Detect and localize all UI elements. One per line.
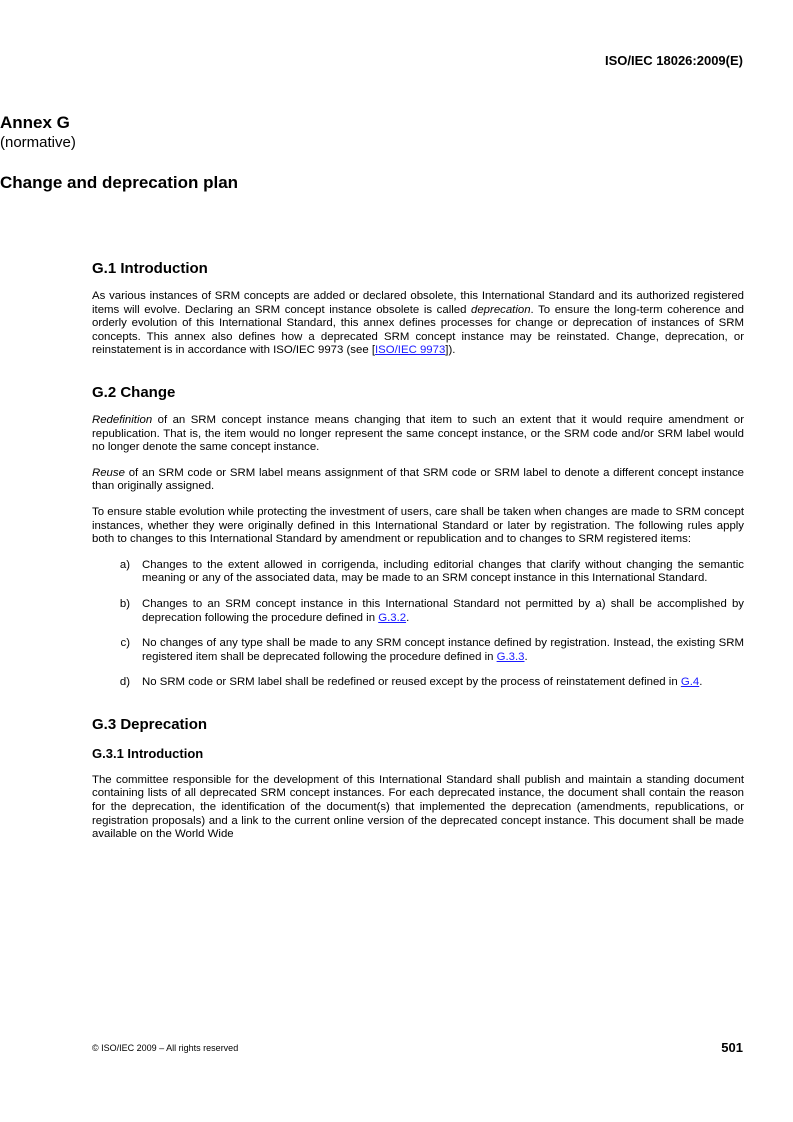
g2-paragraph-redefinition: [92, 414, 744, 455]
list-text-end: .: [406, 611, 410, 624]
section-heading-g2: G.2 Change: [92, 383, 176, 401]
list-marker: c): [120, 637, 130, 650]
reuse-term: Reuse: [92, 466, 125, 479]
g-3-3-link[interactable]: G.3.3: [496, 650, 525, 663]
list-marker: b): [119, 597, 130, 610]
section-heading-g3: G.3 Deprecation: [92, 715, 208, 733]
list-text-end: .: [524, 650, 528, 663]
redefinition-text: of an SRM concept instance means changing that item to such an extent that it would require amendment or republication. That is, the item would no longer represent the same concept instance, or the SRM code and/or SRM label would no longer denote the same concept instance.: [92, 413, 744, 454]
annex-heading: Change and deprecation plan: [0, 173, 239, 192]
g1-text-end: ]).: [445, 344, 456, 357]
list-text: [142, 676, 744, 690]
section-heading-g1: G.1 Introduction: [92, 260, 208, 277]
list-text-body: Changes to an SRM concept instance in this International Standard not permitted by a) shall be accomplished by deprecation following the procedure defined in: [142, 597, 744, 624]
page-number: 501: [721, 1040, 743, 1055]
list-text-body: No changes of any type shall be made to any SRM concept instance defined by registration. Instead, the existing SRM registered item shall be deprecated following the procedure defined in: [142, 637, 744, 663]
annex-title: Annex G: [0, 113, 70, 132]
list-text: [142, 598, 744, 625]
list-item: [92, 559, 744, 586]
redefinition-term: Redefinition: [92, 413, 153, 426]
g-4-link[interactable]: G.4: [680, 676, 700, 689]
g2-paragraph-rules: To ensure stable evolution while protecting the investment of users, care shall be taken when changes are made to SRM concept instances, whether they were originally defined in this International Standard or later by registration. The following rules apply both to changes to this International Standard by amendment or republication and to changes to SRM registered items:: [92, 505, 744, 546]
list-item: [92, 676, 744, 690]
list-item: [92, 637, 744, 664]
copyright-notice: © ISO/IEC 2009 – All rights reserved: [92, 1043, 239, 1053]
g-3-2-link[interactable]: G.3.2: [378, 611, 407, 624]
document-id: ISO/IEC 18026:2009(E): [604, 53, 743, 68]
main-content: [92, 260, 744, 854]
list-item: [92, 598, 744, 625]
annex-title-block: [0, 112, 793, 193]
g2-paragraph-reuse: [92, 467, 744, 494]
iso-9973-link[interactable]: ISO/IEC 9973: [375, 344, 446, 357]
list-text: [142, 637, 744, 664]
g1-paragraph: [92, 290, 744, 358]
g1-text-em: deprecation: [471, 303, 531, 316]
reuse-text: of an SRM code or SRM label means assignment of that SRM code or SRM label to denote a different concept instance than originally assigned.: [92, 466, 744, 493]
list-text-body: Changes to the extent allowed in corrigenda, including editorial changes that clarify without changing the semantic meaning or any of the associated data, may be made to an SRM concept instance in this International Standard.: [142, 558, 744, 585]
list-marker: a): [119, 558, 130, 571]
annex-subtitle: (normative): [0, 134, 76, 151]
g1-text-pre: As various instances of SRM concepts are added or declared obsolete, this International Standard and its authorized registered items will evolve. Declaring an SRM concept instance obsolete is called: [92, 290, 744, 316]
subsection-heading-g3-1: G.3.1 Introduction: [92, 745, 204, 761]
list-text: [142, 559, 744, 586]
g3-1-paragraph: The committee responsible for the development of this International Standard shall publish and maintain a standing document containing lists of all deprecated SRM concept instances. For each deprecated instance, the document shall contain the reason for the deprecation, the identification of the document(s) that implemented the deprecation (amendments, republications, or registration proposals) and a link to the current online version of the deprecated concept instance. This document shall be made available on the World Wide: [92, 773, 744, 841]
list-marker: d): [119, 676, 130, 689]
list-text-body: No SRM code or SRM label shall be redefined or reused except by the process of reinstatement defined in: [142, 676, 681, 689]
list-text-end: .: [699, 676, 703, 689]
g1-text-post: . To ensure the long-term coherence and orderly evolution of this International Standard, this annex defines processes for change or deprecation of instances of SRM concepts. This annex also defines how a deprecated SRM concept instance may be reinstated. Change, deprecation, or reinstatement is in accordance with ISO/IEC 9973 (see [: [92, 303, 745, 357]
